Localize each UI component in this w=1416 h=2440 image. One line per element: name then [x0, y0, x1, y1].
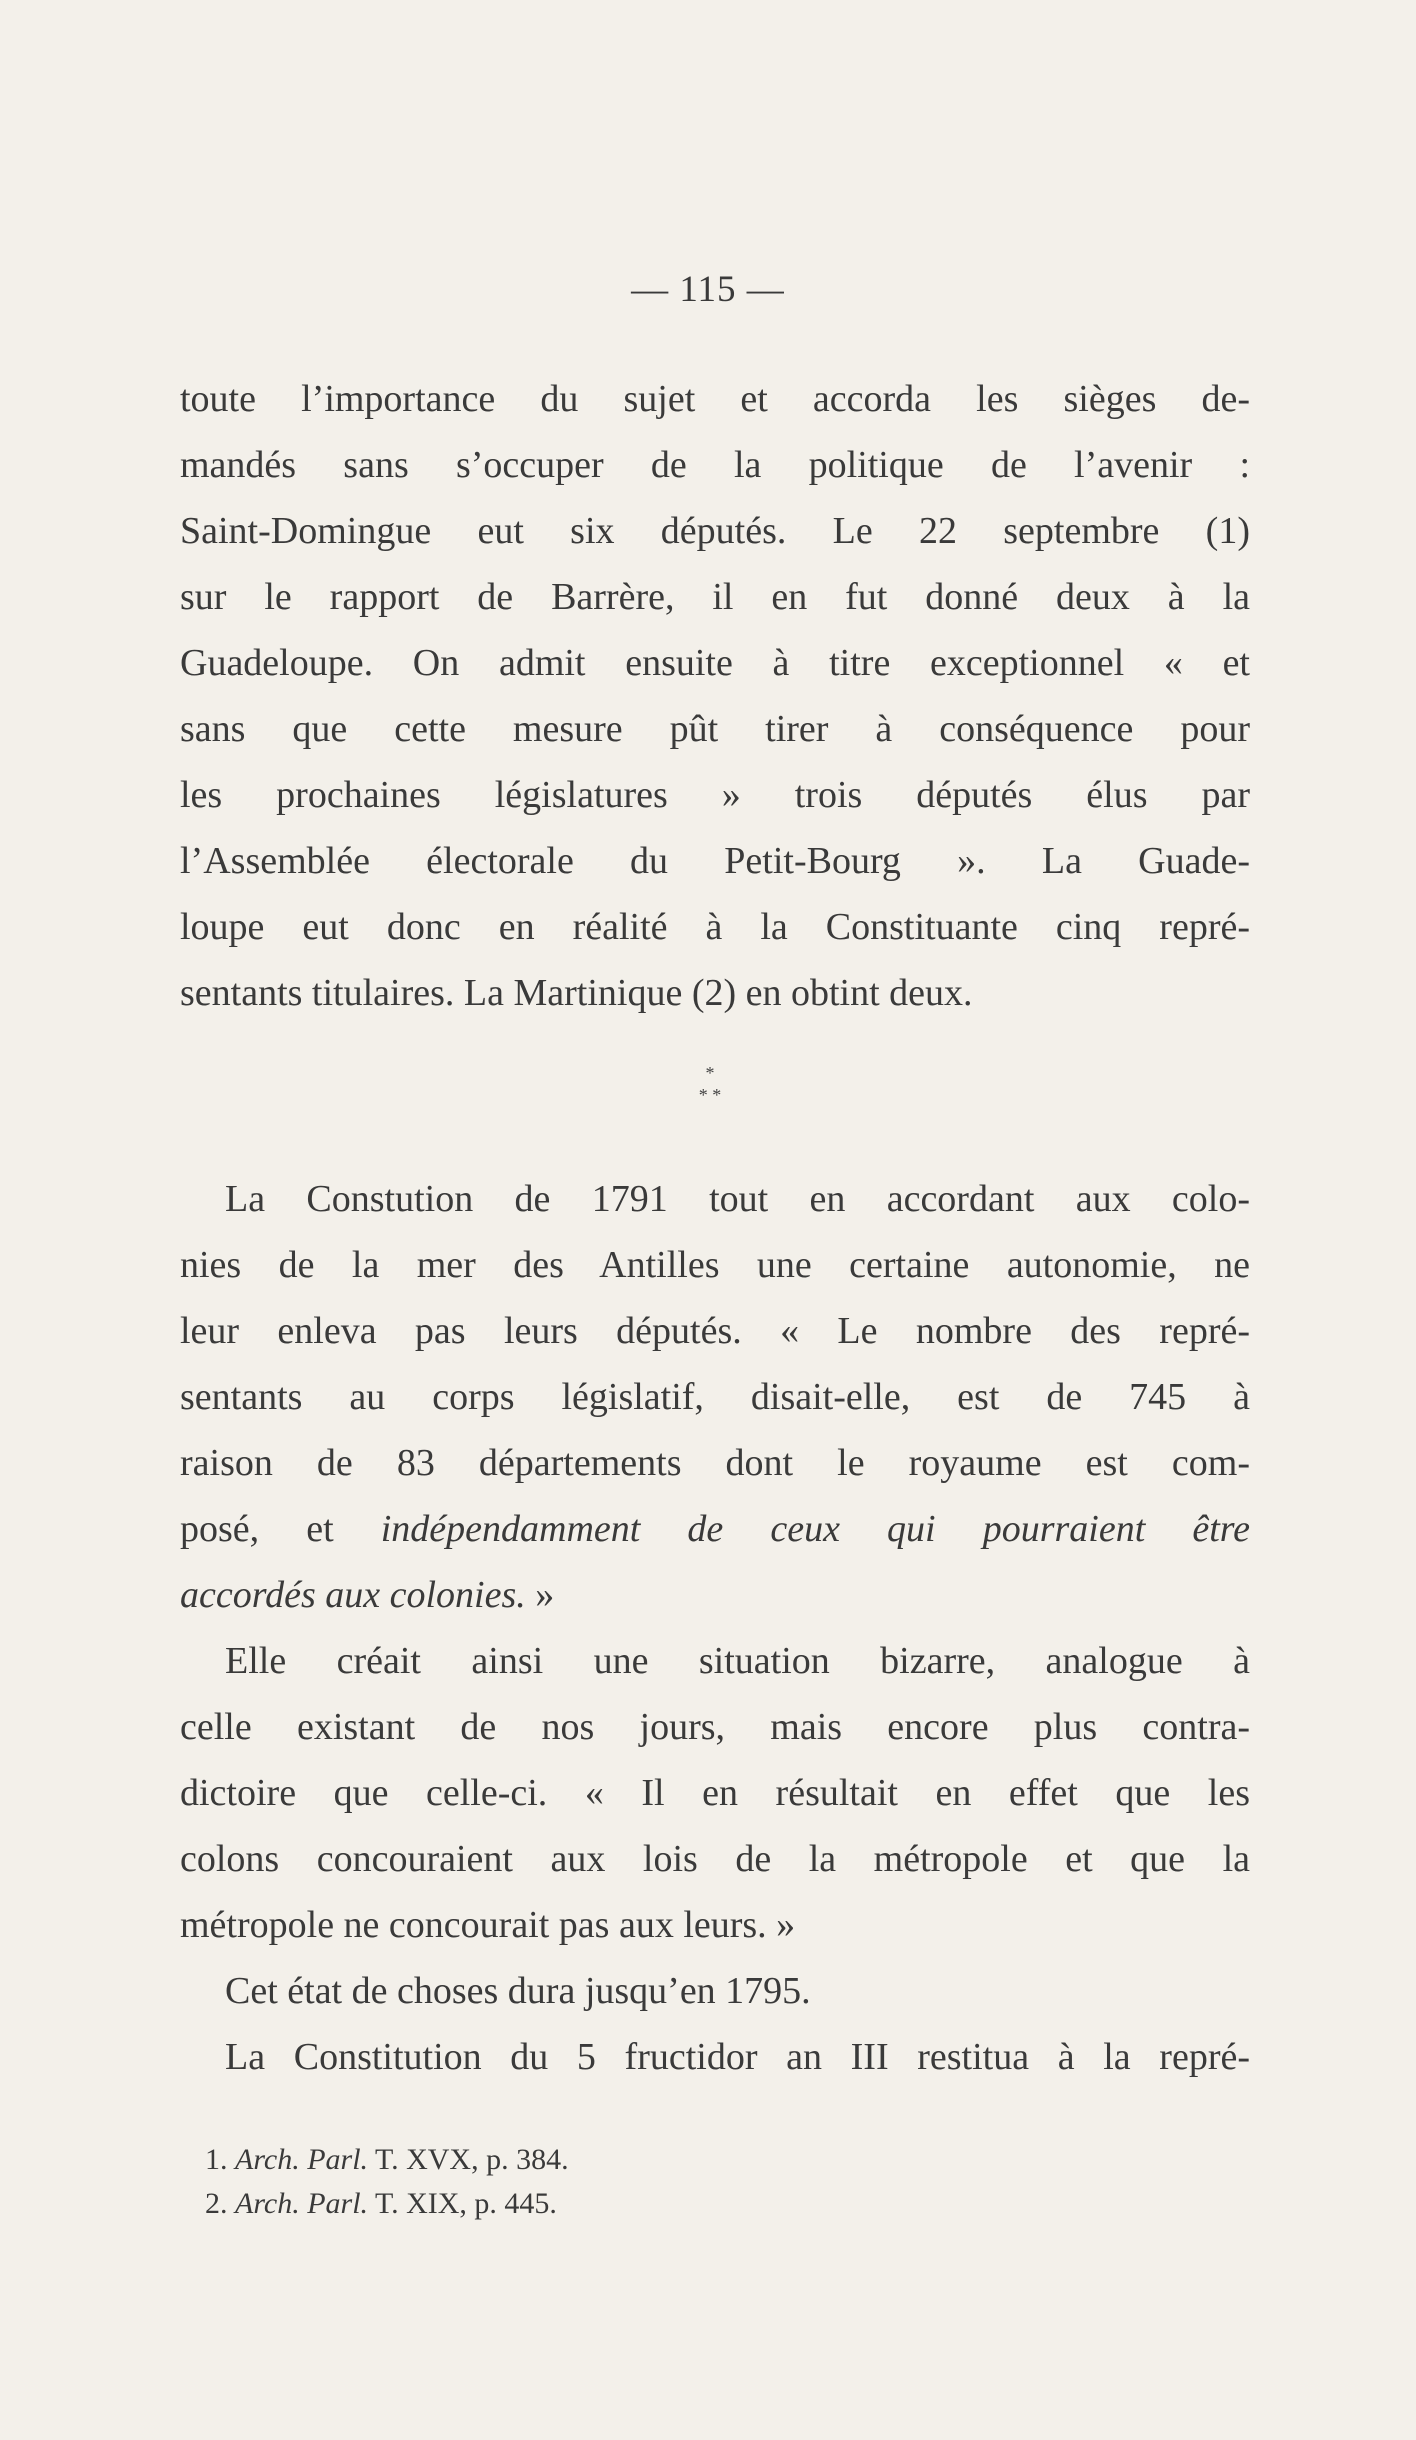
asterism-top: *	[705, 1063, 715, 1083]
text-line: colons concouraient aux lois de la métropole et que la	[180, 1838, 1250, 1880]
text-run: posé, et	[180, 1508, 381, 1550]
footnote	[205, 2138, 1105, 2182]
text-line: La Constitution du 5 fructidor an III restitua à la repré-	[225, 2036, 1250, 2078]
footnote-number: 1.	[205, 2143, 235, 2176]
text-line: Saint-Domingue eut six députés. Le 22 septembre (1)	[180, 510, 1250, 552]
footnote-source: Arch. Parl.	[235, 2143, 369, 2176]
text-line: sur le rapport de Barrère, il en fut donné deux à la	[180, 576, 1250, 618]
text-line: dictoire que celle-ci. « Il en résultait en effet que les	[180, 1772, 1250, 1814]
text-line: La Constution de 1791 tout en accordant aux colo-	[225, 1178, 1250, 1220]
text-line: l’Assemblée électorale du Petit-Bourg ». La Guade-	[180, 840, 1250, 882]
footnote-source: Arch. Parl.	[235, 2187, 369, 2220]
italic-emphasis: accordés aux colonies.	[180, 1574, 526, 1616]
italic-emphasis: indépendamment de ceux qui pourraient être	[380, 1508, 1250, 1550]
text-line: leur enleva pas leurs députés. « Le nombre des repré-	[180, 1310, 1250, 1352]
text-line: Guadeloupe. On admit ensuite à titre exceptionnel « et	[180, 642, 1250, 684]
paragraph-1	[180, 366, 1250, 1026]
text-line: sans que cette mesure pût tirer à conséquence pour	[180, 708, 1250, 750]
text-line: nies de la mer des Antilles une certaine autonomie, ne	[180, 1244, 1250, 1286]
asterism-bottom: * *	[698, 1085, 722, 1105]
text-line: sentants au corps législatif, disait-elle, est de 745 à	[180, 1376, 1250, 1418]
text-line-mixed	[180, 1562, 1250, 1628]
text-line: loupe eut donc en réalité à la Constituante cinq repré-	[180, 906, 1250, 948]
footnote-number: 2.	[205, 2187, 235, 2220]
text-line: sentants titulaires. La Martinique (2) en obtint deux.	[180, 972, 973, 1014]
text-line: les prochaines législatures » trois députés élus par	[180, 774, 1250, 816]
asterism-divider	[680, 1062, 740, 1132]
paragraph-2	[180, 1166, 1250, 2090]
footnote-reference: T. XVX, p. 384.	[368, 2143, 569, 2176]
text-line: Elle créait ainsi une situation bizarre, analogue à	[225, 1640, 1250, 1682]
text-line-mixed	[180, 1496, 1250, 1562]
footnote-reference: T. XIX, p. 445.	[368, 2187, 557, 2220]
text-line: raison de 83 départements dont le royaume est com-	[180, 1442, 1250, 1484]
footnotes	[205, 2138, 1105, 2226]
text-line: mandés sans s’occuper de la politique de l’avenir :	[180, 444, 1250, 486]
text-run: »	[525, 1574, 555, 1616]
text-line: Cet état de choses dura jusqu’en 1795.	[225, 1970, 811, 2012]
text-line: celle existant de nos jours, mais encore plus contra-	[180, 1706, 1250, 1748]
page-number: — 115 —	[631, 269, 785, 310]
footnote	[205, 2182, 1105, 2226]
text-line: métropole ne concourait pas aux leurs. »	[180, 1904, 796, 1946]
text-line: toute l’importance du sujet et accorda les sièges de-	[180, 378, 1250, 420]
